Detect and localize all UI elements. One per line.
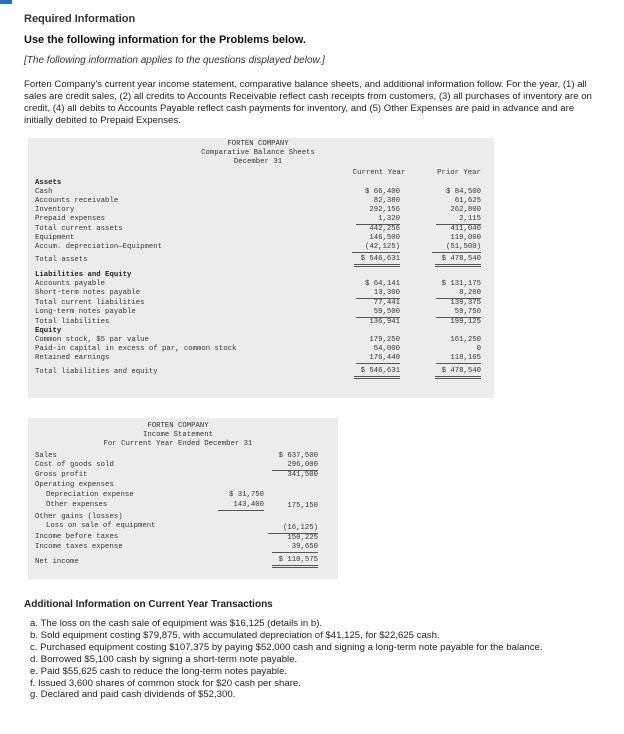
opex-heading: Operating expenses [35,481,114,489]
ibt-value: 150,225 [287,534,318,542]
sales-value: $ 637,500 [278,452,318,460]
taxes-label: Income taxes expense [35,543,123,551]
total-le-label: Total liabilities and equity [35,368,158,376]
top-accent-bar [0,0,12,4]
prepaid-current: 1,320 [356,215,400,225]
bs-date: December 31 [233,158,283,166]
retained-current: 176,440 [356,354,400,364]
other-gains-heading: Other gains (losses) [35,513,123,521]
bs-company: FORTEN COMPANY [227,140,289,148]
total-liab-prior: 199,125 [450,318,481,326]
st-notes-prior: 8,200 [436,289,481,299]
ar-prior: 61,625 [454,197,481,205]
inventory-current: 292,156 [369,206,400,214]
total-liab-current: 136,941 [369,318,400,326]
liabilities-heading: Liabilities and Equity [35,271,132,279]
ap-label: Accounts payable [35,280,106,288]
assets-heading: Assets [35,179,62,187]
intro-paragraph: Forten Company's current year income statement, comparative balance sheets, and additional information follow. For the year, (1) all sales are credit sales, (2) all credits to Accounts Receivable reflect cash receipts from customers, (3) all purchases of inventory are on credit, (4) all debits to Accounts Payable reflect cash payments for inventory, and (5) Other Expenses are paid in advance and are initially debited to Prepaid Expenses. [24,79,592,126]
ap-current: $ 64,141 [364,280,400,288]
accum-dep-current: (42,125) [352,243,400,253]
tcl-label: Total current liabilities [35,299,145,307]
prepaid-prior: 2,115 [436,215,481,225]
equipment-current: 146,500 [369,234,400,242]
net-income-value: $ 110,575 [272,556,318,568]
is-company: FORTEN COMPANY [147,422,209,430]
applies-note: [The following information applies to the questions displayed below.] [24,55,325,66]
cash-current: $ 66,400 [364,188,400,196]
required-information-heading: Required Information [24,13,136,25]
depreciation-label: Depreciation expense [46,491,134,499]
is-title: Income Statement [142,431,214,439]
ar-current: 82,380 [373,197,400,205]
list-item: f. Issued 3,600 shares of common stock for $20 cash per share. [30,677,301,689]
sales-label: Sales [35,452,57,460]
cash-prior: $ 84,500 [445,188,481,196]
total-le-prior: $ 478,540 [435,367,481,379]
use-following-heading: Use the following information for the Problems below. [24,34,306,46]
ar-label: Accounts receivable [35,197,119,205]
inventory-prior: 262,800 [450,206,481,214]
common-stock-current: 179,250 [369,336,400,344]
list-item: d. Borrowed $5,100 cash by signing a short-term note payable. [30,653,298,665]
list-item: b. Sold equipment costing $79,875, with accumulated depreciation of $41,125, for $22,625 cash. [30,629,440,641]
lt-notes-current: 59,500 [356,308,400,318]
taxes-value: 39,650 [272,543,318,553]
accum-dep-label: Accum. depreciation—Equipment [35,243,162,251]
list-item: c. Purchased equipment costing $107,375 by paying $52,000 cash and signing a long-term note payable for the balance. [30,641,543,653]
lt-notes-prior: 59,750 [436,308,481,318]
cogs-label: Cost of goods sold [35,461,114,469]
loss-sale-label: Loss on sale of equipment [46,522,156,530]
inventory-label: Inventory [35,206,75,214]
opex-total: 175,150 [287,502,318,510]
paid-in-current: 54,000 [373,345,400,353]
accum-dep-prior: (51,500) [432,243,481,253]
cash-label: Cash [35,188,53,196]
tcl-current: 77,441 [373,299,400,307]
tca-prior: 411,040 [450,225,481,233]
paid-in-prior: 0 [476,345,481,353]
retained-label: Retained earnings [35,354,110,362]
ap-prior: $ 131,175 [441,280,481,288]
gross-profit-label: Gross profit [35,471,88,479]
income-statement-panel [28,418,338,579]
equipment-prior: 119,000 [450,234,481,242]
total-assets-label: Total assets [35,256,88,264]
list-item: g. Declared and paid cash dividends of $52,300. [30,689,236,701]
equipment-label: Equipment [35,234,75,242]
common-stock-prior: 161,250 [450,336,481,344]
retained-prior: 118,165 [436,354,481,364]
total-le-current: $ 546,631 [354,367,400,379]
lt-notes-label: Long-term notes payable [35,308,136,316]
loss-sale-value: (16,125) [268,524,318,534]
cogs-value: 296,000 [272,461,318,471]
total-assets-current: $ 546,631 [354,255,400,267]
balance-sheet-panel [28,138,494,398]
st-notes-current: 13,300 [356,289,400,299]
tcl-prior: 139,375 [450,299,481,307]
tca-current: 442,256 [369,225,400,233]
total-assets-prior: $ 478,540 [435,255,481,267]
is-period: For Current Year Ended December 31 [103,440,253,448]
ibt-label: Income before taxes [35,533,119,541]
tca-label: Total current assets [35,225,123,233]
bs-col-current: Current Year [352,169,406,177]
bs-title: Comparative Balance Sheets [201,149,315,157]
paid-in-label: Paid-in capital in excess of par, common stock [35,345,237,353]
list-item: e. Paid $55,625 cash to reduce the long-term notes payable. [30,665,288,677]
common-stock-label: Common stock, $5 par value [35,336,149,344]
total-liab-label: Total liabilities [35,318,110,326]
depreciation-value: $ 31,750 [228,491,264,499]
prepaid-label: Prepaid expenses [35,215,106,223]
net-income-label: Net income [35,558,79,566]
additional-info-heading: Additional Information on Current Year Transactions [24,599,273,610]
other-exp-value: 143,400 [218,501,264,511]
gross-profit-value: 341,500 [287,471,318,479]
additional-info-list [30,618,620,701]
list-item: a. The loss on the cash sale of equipment was $16,125 (details in b). [30,618,323,629]
equity-heading: Equity [35,327,62,335]
bs-col-prior: Prior Year [437,169,481,177]
other-exp-label: Other expenses [46,501,108,509]
st-notes-label: Short-term notes payable [35,289,141,297]
